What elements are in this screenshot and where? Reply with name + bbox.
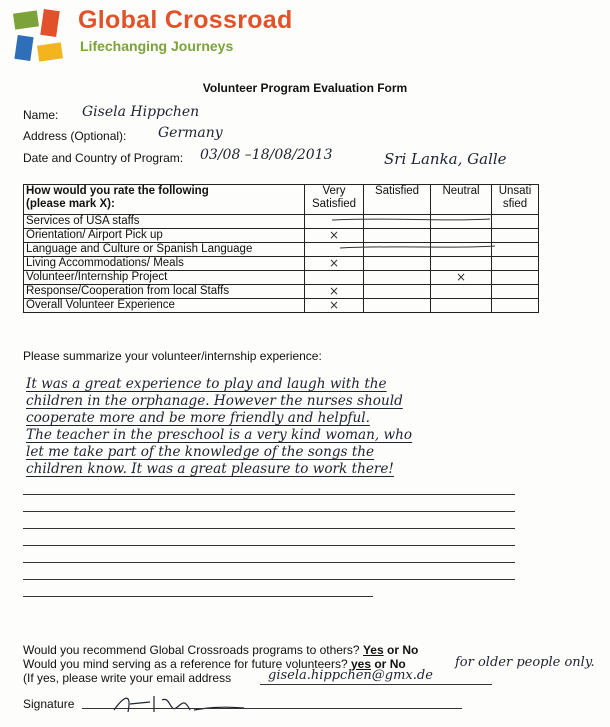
reference-no-option[interactable]: No [389,657,406,671]
signature-line [82,708,462,709]
summary-line: cooperate more and be more friendly and helpful. [26,410,370,426]
email-value[interactable]: gisela.hippchen@gmx.de [268,668,433,683]
rating-row [24,285,539,299]
rating-row-label: Living Accommodations/ Meals [24,257,305,271]
column-header [431,185,492,215]
recommend-question [23,643,418,657]
column-header-line2: Satisfied [311,198,357,210]
column-header-line1: Satisfied [374,185,420,197]
blank-rule [23,562,515,563]
address-value: Germany [158,125,223,141]
summary-line: let me take part of the knowledge of the songs the [26,444,375,460]
rating-header-row [24,185,539,215]
reference-yes-option[interactable]: yes [350,657,371,671]
rating-mark-cell[interactable]: × [431,271,492,285]
rating-mark-cell[interactable]: × [305,257,364,271]
name-value: Gisela Hippchen [82,104,200,120]
column-header-line2: sfied [502,198,528,210]
rating-row-label: Orientation/ Airport Pick up [24,229,305,243]
rating-mark-cell[interactable] [492,285,539,299]
email-rule [260,684,492,685]
blank-rule [23,494,515,495]
blank-rule [23,596,373,597]
country-value: Sri Lanka, Galle [384,150,507,168]
blank-rule [23,511,515,512]
rating-mark-cell[interactable] [431,299,492,313]
summary-line: The teacher in the preschool is a very kind woman, who [26,427,413,443]
rating-question-line2: (please mark X): [26,198,115,210]
rating-row [24,271,539,285]
date-value: 03/08 –18/08/2013 [200,147,333,163]
name-label: Name: [23,108,59,122]
reference-text: Would you mind serving as a reference for future volunteers? [23,657,348,671]
pen-strike-marks [330,212,500,252]
rating-mark-cell[interactable] [364,299,431,313]
signature-label: Signature [23,697,75,711]
address-label: Address (Optional): [23,129,127,143]
rating-mark-cell[interactable] [431,285,492,299]
rating-row [24,257,539,271]
summary-label: Please summarize your volunteer/internship experience: [23,349,322,363]
brand-tagline: Lifechanging Journeys [80,38,234,54]
column-header [492,185,539,215]
email-label: (If yes, please write your email address [23,671,232,685]
summary-line: children in the orphanage. However the nurses should [26,393,403,409]
recommend-yes-option[interactable]: Yes [362,643,384,657]
rating-mark-cell[interactable] [364,285,431,299]
rating-mark-cell[interactable]: × [305,229,364,243]
rating-row-label: Language and Culture or Spanish Language [24,243,305,257]
rating-mark-cell[interactable]: × [305,299,364,313]
rating-mark-cell[interactable] [492,271,539,285]
reference-note: for older people only. [455,655,595,670]
rating-mark-cell[interactable] [431,257,492,271]
rating-row-label: Overall Volunteer Experience [24,299,305,313]
rating-row-label: Response/Cooperation from local Staffs [24,285,305,299]
crossroad-logo-icon [10,8,66,64]
brand-name: Global Crossroad [78,6,293,34]
rating-row-label: Services of USA staffs [24,215,305,229]
rating-mark-cell[interactable] [364,257,431,271]
rating-mark-cell[interactable]: × [305,285,364,299]
summary-line: children know. It was a great pleasure to work there! [26,461,394,477]
rating-question-header [24,185,305,215]
summary-line: It was a great experience to play and laugh with the [26,376,387,392]
blank-rule [23,579,515,580]
blank-rule [23,545,515,546]
recommend-text: Would you recommend Global Crossroads programs to others? [23,643,360,657]
rating-question-line1: How would you rate the following [26,185,209,197]
rating-mark-cell[interactable] [492,257,539,271]
blank-rule [23,528,515,529]
recommend-or: or [387,643,399,657]
column-header-line1: Neutral [442,185,480,197]
rating-mark-cell[interactable] [364,271,431,285]
rating-mark-cell[interactable] [492,299,539,313]
form-title: Volunteer Program Evaluation Form [202,81,408,95]
column-header-line1: Very [322,185,346,197]
date-label: Date and Country of Program: [23,151,184,165]
column-header [364,185,431,215]
rating-row [24,299,539,313]
signature-scribble-icon [110,690,250,716]
rating-mark-cell[interactable] [305,271,364,285]
rating-row-label: Volunteer/Internship Project [24,271,305,285]
reference-or: or [374,657,387,671]
recommend-no-option[interactable]: No [402,643,419,657]
column-header [305,185,364,215]
column-header-line1: Unsati [498,185,532,197]
